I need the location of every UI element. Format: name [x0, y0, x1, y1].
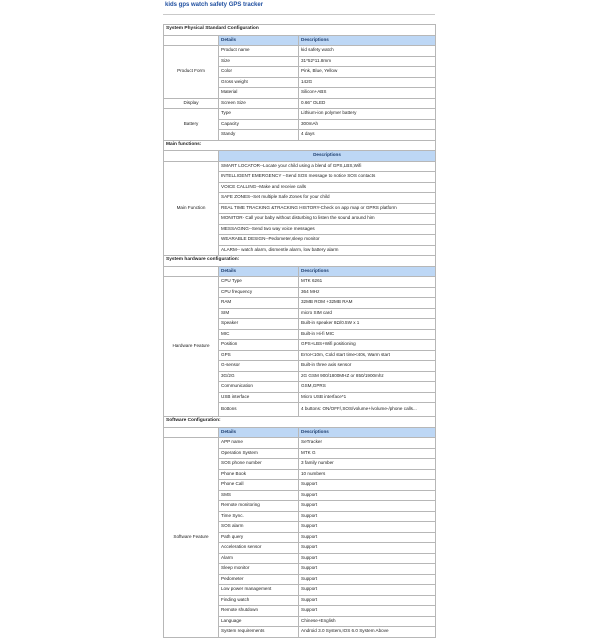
section-header-row [164, 25, 436, 36]
detail-cell: CPU Type [219, 277, 299, 288]
description-cell: 364 MHz [299, 287, 436, 298]
detail-cell: Communication [219, 382, 299, 393]
detail-cell: Material [219, 88, 299, 99]
detail-cell: Size [219, 56, 299, 67]
detail-cell: Operation System [219, 448, 299, 459]
description-cell: micro SIM card [299, 308, 436, 319]
table-row [164, 438, 436, 449]
description-cell: Support [299, 595, 436, 606]
column-header-row [164, 427, 436, 438]
description-cell: Support [299, 585, 436, 596]
description-cell: Silicon+ABS [299, 88, 436, 99]
function-cell: REAL TIME TRACKING &TRACKING HISTORY-Check on app map or GPRS platform [219, 203, 436, 214]
description-cell: Support [299, 553, 436, 564]
description-cell: Built-in three axis sensor [299, 361, 436, 372]
detail-cell: APP name [219, 438, 299, 449]
table-row [164, 98, 436, 109]
detail-cell: Time Sync. [219, 511, 299, 522]
group-label: Software Feature [164, 438, 219, 638]
description-cell: 4 days [299, 130, 436, 141]
detail-cell: MIC [219, 329, 299, 340]
section-title: Software Configuration: [164, 417, 436, 428]
detail-cell: SIM [219, 308, 299, 319]
detail-cell: Remote shutdown [219, 606, 299, 617]
description-cell: Built-in Hi-fi MIC [299, 329, 436, 340]
description-cell: GPS+LBS+Wifi positioning [299, 340, 436, 351]
header-blank-cell [164, 427, 219, 438]
table-row [164, 109, 436, 120]
detail-cell: Remote monitoring [219, 501, 299, 512]
detail-cell: GPS [219, 350, 299, 361]
detail-cell: SOS alarm [219, 522, 299, 533]
description-cell: 31*52*11.8mm [299, 56, 436, 67]
header-blank-cell [164, 266, 219, 277]
column-header-row [164, 151, 436, 162]
detail-cell: USB interface [219, 392, 299, 403]
section-header-row [164, 256, 436, 267]
description-cell: Built-in speaker 8Ω/0.5W x 1 [299, 319, 436, 330]
descriptions-header: Descriptions [219, 151, 436, 162]
section-title: System hardware configuration: [164, 256, 436, 267]
detail-cell: Standy [219, 130, 299, 141]
descriptions-header: Descriptions [299, 35, 436, 46]
description-cell: 2G GSM 900/1800MHZ or 850/1900mhz [299, 371, 436, 382]
detail-cell: Sleep monitor [219, 564, 299, 575]
description-cell: 3 family number [299, 459, 436, 470]
description-cell: Support [299, 490, 436, 501]
detail-cell: SOS phone number [219, 459, 299, 470]
detail-cell: 3G/2G [219, 371, 299, 382]
description-cell: Support [299, 501, 436, 512]
description-cell: kid safety watch [299, 46, 436, 57]
group-label: Hardware Feature [164, 277, 219, 417]
detail-cell: Finding watch [219, 595, 299, 606]
detail-cell: Low power management [219, 585, 299, 596]
group-label: Battery [164, 109, 219, 141]
group-label: Product Form [164, 46, 219, 99]
detail-cell: Phone Call [219, 480, 299, 491]
detail-cell: Language [219, 616, 299, 627]
description-cell: Support [299, 511, 436, 522]
column-header-row [164, 266, 436, 277]
table-row [164, 161, 436, 172]
group-label: Display [164, 98, 219, 109]
detail-cell: SMS [219, 490, 299, 501]
function-cell: MESSAGING--Send two way voice messages [219, 224, 436, 235]
detail-cell: System requirements [219, 627, 299, 638]
description-cell: 300mAh [299, 119, 436, 130]
section-title: System Physical Standard Configuration [164, 25, 436, 36]
detail-cell: Capacity [219, 119, 299, 130]
function-cell: VOICE CALLING--Make and receive calls [219, 182, 436, 193]
spec-table-body [164, 25, 436, 638]
description-cell: 0.66" OLED [299, 98, 436, 109]
description-cell: Support [299, 574, 436, 585]
detail-cell: Phone Book [219, 469, 299, 480]
column-header-row [164, 35, 436, 46]
function-cell: SMART LOCATOR--Locate your child using a blend of GPS,LBS,Wifi [219, 161, 436, 172]
description-cell: Support [299, 522, 436, 533]
function-cell: ALARM-- watch alarm, dismentle alarm, low battery alarm [219, 245, 436, 256]
function-cell: MONITOR- Call your baby without disturbing to listen the sound around him [219, 214, 436, 225]
description-cell: 32MB ROM +32MB RAM [299, 298, 436, 309]
detail-cell: G-sensor [219, 361, 299, 372]
function-cell: SAFE ZONES--Set multiple Safe Zones for your child [219, 193, 436, 204]
header-blank-cell [164, 35, 219, 46]
detail-cell: Acceleration sensor [219, 543, 299, 554]
description-cell: Lithium-ion polymer battery [299, 109, 436, 120]
document-title: kids gps watch safety GPS tracker [165, 2, 264, 8]
detail-cell: Bottons [219, 403, 299, 417]
title-divider [163, 14, 435, 15]
spec-table [163, 24, 436, 638]
description-cell: Support [299, 532, 436, 543]
detail-cell: Color [219, 67, 299, 78]
detail-cell: Gross weight [219, 77, 299, 88]
description-cell: Android 3.0 System,IOS 6.0 System Above [299, 627, 436, 638]
description-cell: 142G [299, 77, 436, 88]
detail-cell: RAM [219, 298, 299, 309]
descriptions-header: Descriptions [299, 427, 436, 438]
descriptions-header: Descriptions [299, 266, 436, 277]
description-cell: Support [299, 606, 436, 617]
detail-cell: CPU frequency [219, 287, 299, 298]
description-cell: SeTracker [299, 438, 436, 449]
detail-cell: Speaker [219, 319, 299, 330]
function-cell: WEARABLE DESIGN--Pedometer,sleep monitor [219, 235, 436, 246]
detail-cell: Type [219, 109, 299, 120]
description-cell: 10 numbers [299, 469, 436, 480]
description-cell: Support [299, 480, 436, 491]
detail-cell: Product name [219, 46, 299, 57]
detail-cell: Pedometer [219, 574, 299, 585]
details-header: Details [219, 266, 299, 277]
detail-cell: Position [219, 340, 299, 351]
description-cell: Micro USB interface*1 [299, 392, 436, 403]
group-label: Main Function [164, 161, 219, 256]
description-cell: Error<10m, Cold start time<40s, Warm start [299, 350, 436, 361]
detail-cell: Screen Size [219, 98, 299, 109]
description-cell: Support [299, 564, 436, 575]
description-cell: MTK 6261 [299, 277, 436, 288]
description-cell: MTK G [299, 448, 436, 459]
description-cell: 4 buttons: ON/OFF/,SOS/volume+/volume-/phone calls... [299, 403, 436, 417]
description-cell: Pink, Blue, Yellow [299, 67, 436, 78]
description-cell: GSM,GPRS [299, 382, 436, 393]
table-row [164, 46, 436, 57]
description-cell: Support [299, 543, 436, 554]
section-header-row [164, 140, 436, 151]
details-header: Details [219, 35, 299, 46]
detail-cell: Path query [219, 532, 299, 543]
section-header-row [164, 417, 436, 428]
function-cell: INTELLIGENT EMERGENCY --Send SOS message to notice SOS contacts [219, 172, 436, 183]
details-header: Details [219, 427, 299, 438]
detail-cell: Alarm [219, 553, 299, 564]
description-cell: Chinese+English [299, 616, 436, 627]
section-title: Main functions: [164, 140, 436, 151]
header-blank-cell [164, 151, 219, 162]
table-row [164, 277, 436, 288]
